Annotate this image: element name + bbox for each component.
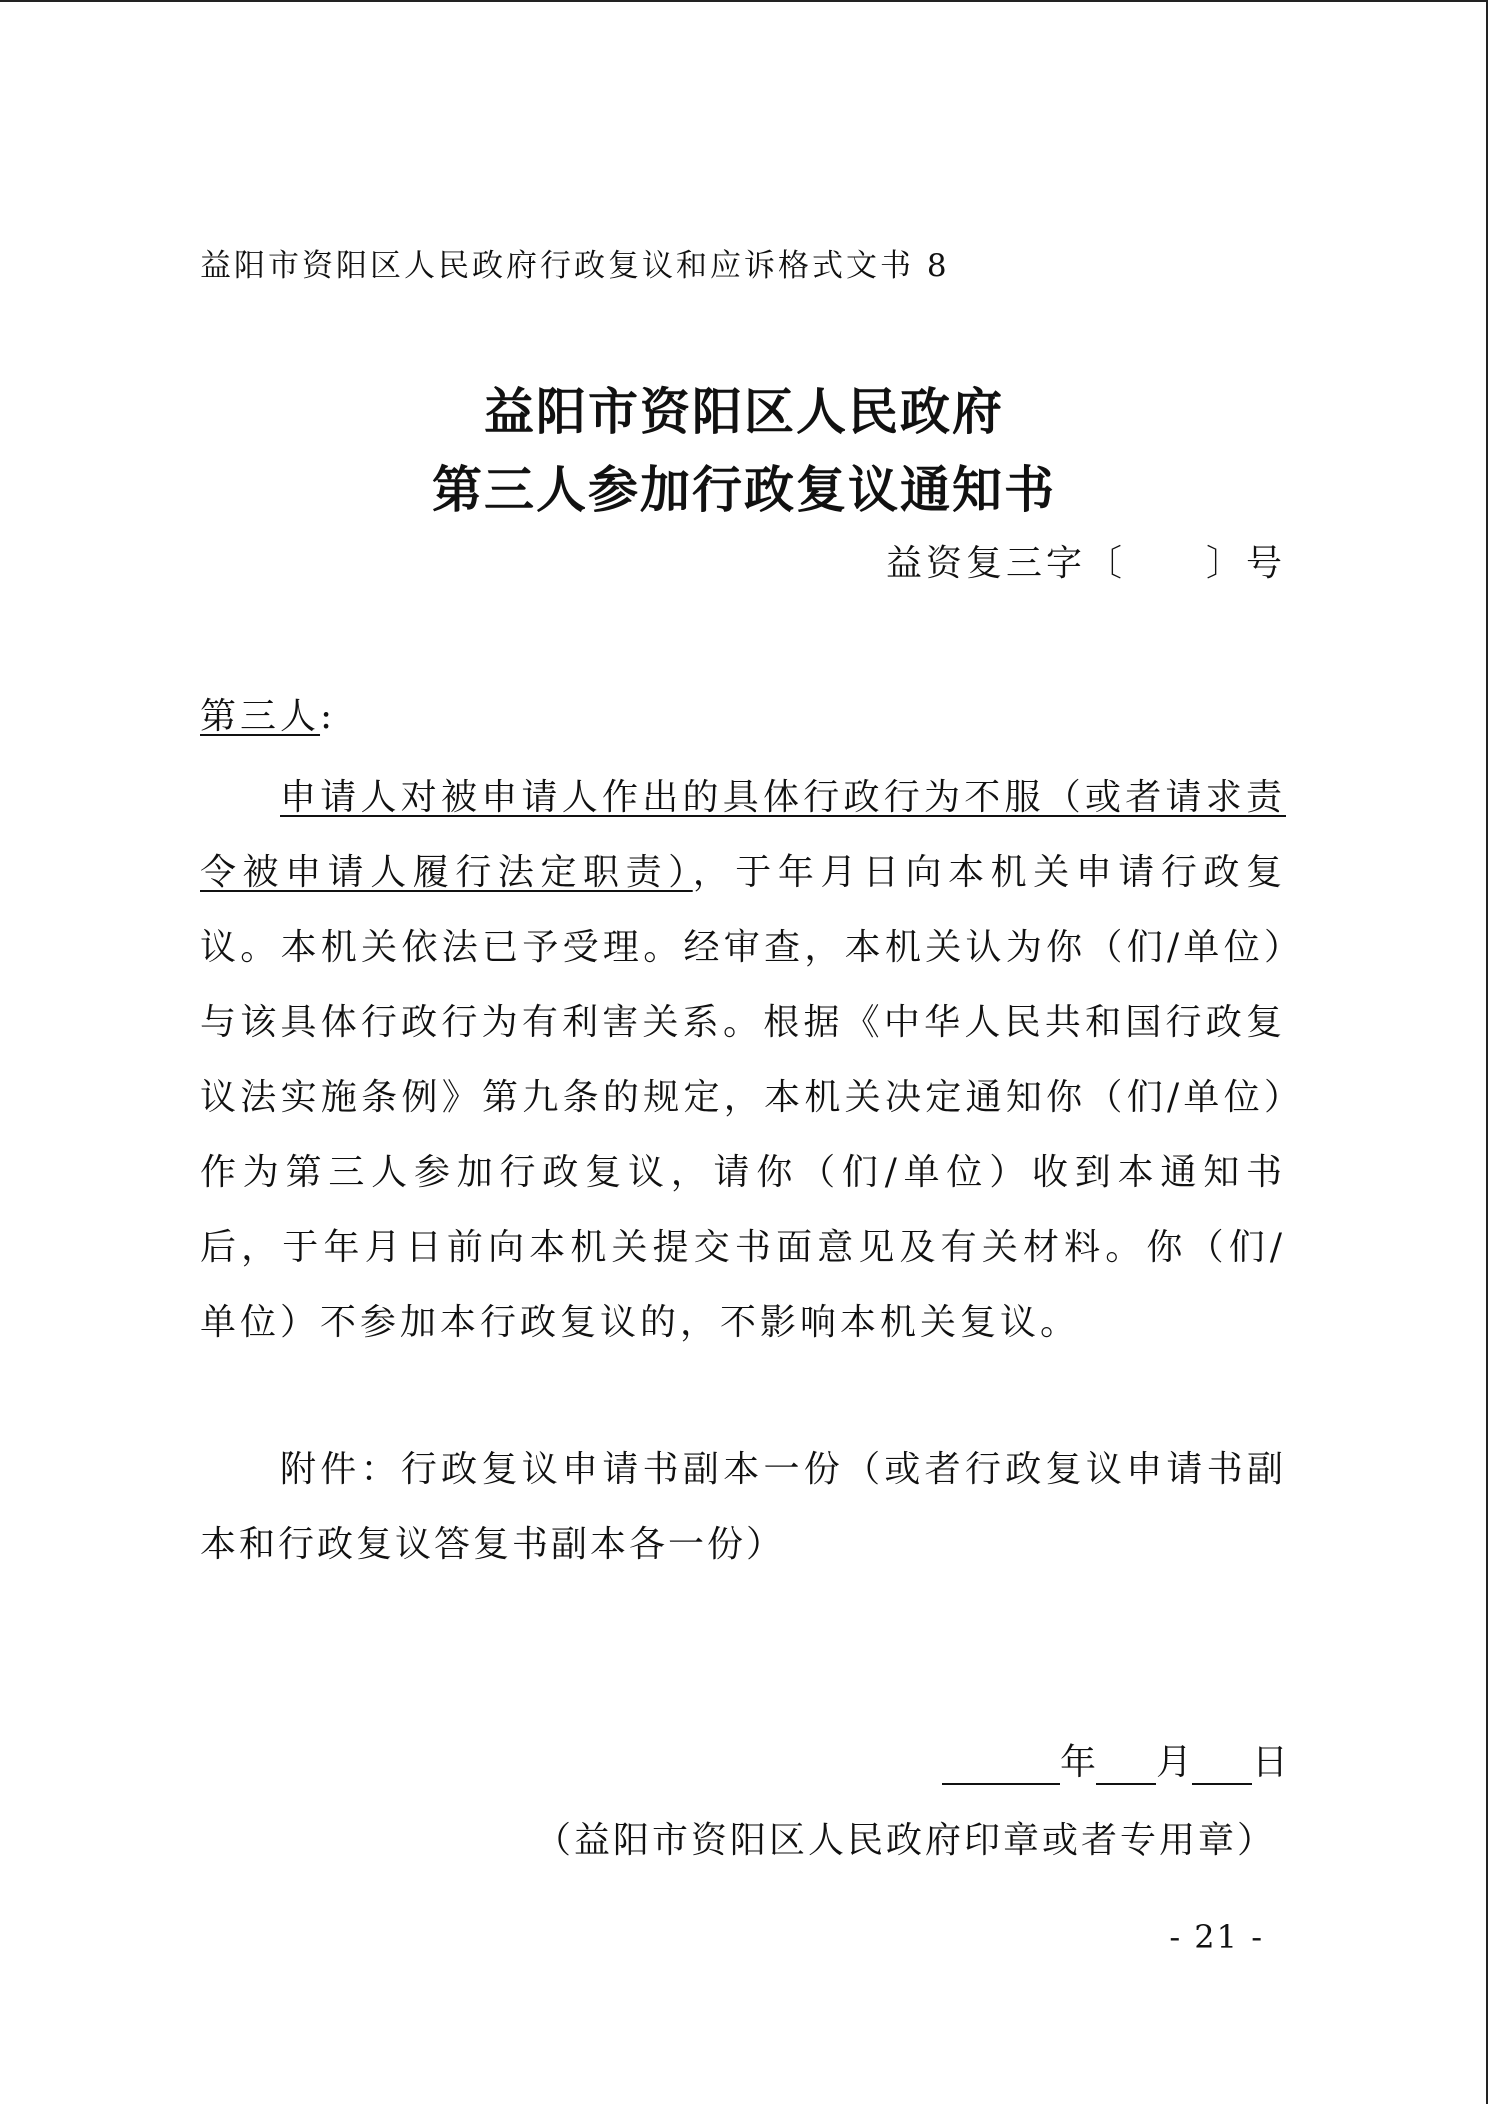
- year-label: 年: [1059, 1742, 1096, 1783]
- form-header: 益阳市资阳区人民政府行政复议和应诉格式文书 8: [200, 248, 950, 284]
- month-blank: [1096, 1745, 1156, 1785]
- notice-body-underlined: 申请人对被申请人作出的具体行政行为不服（或者请求责令被申请人履行法定职责）: [200, 777, 1286, 893]
- date-line: [942, 1734, 1288, 1785]
- addressee: [200, 688, 336, 739]
- notice-body-rest: ，于年月日向本机关申请行政复议。本机关依法已予受理。经审查，本机关认为你（们/单位）与该具体行政行为有利害关系。根据《中华人民共和国行政复议法实施条例》第九条的规定，本机关决定通知你（们/单位）作为第三人参加行政复议，请你（们/单位）收到本通知书后，于年月日前向本机关提交书面意见及有关材料。你（们/单位）不参加本行政复议的，不影响本机关复议。: [200, 852, 1286, 1343]
- day-label: 日: [1251, 1742, 1288, 1783]
- attachment-note: 附件：行政复议申请书副本一份（或者行政复议申请书副本和行政复议答复书副本各一份）: [200, 1449, 1286, 1565]
- page-border-top: [0, 0, 1488, 2]
- seal-note: （益阳市资阳区人民政府印章或者专用章）: [534, 1820, 1276, 1861]
- document-number: 益资复三字〔 〕号: [885, 543, 1286, 584]
- document-title-line-2: 第三人参加行政复议通知书: [432, 461, 1056, 519]
- page-number: - 21 -: [1169, 1918, 1264, 1956]
- year-blank: [942, 1745, 1060, 1785]
- document-title-line-1: 益阳市资阳区人民政府: [484, 383, 1004, 441]
- month-label: 月: [1155, 1742, 1192, 1783]
- addressee-colon: :: [320, 696, 337, 737]
- notice-body: [200, 760, 1286, 1360]
- addressee-label: 第三人: [200, 696, 321, 737]
- day-blank: [1192, 1745, 1252, 1785]
